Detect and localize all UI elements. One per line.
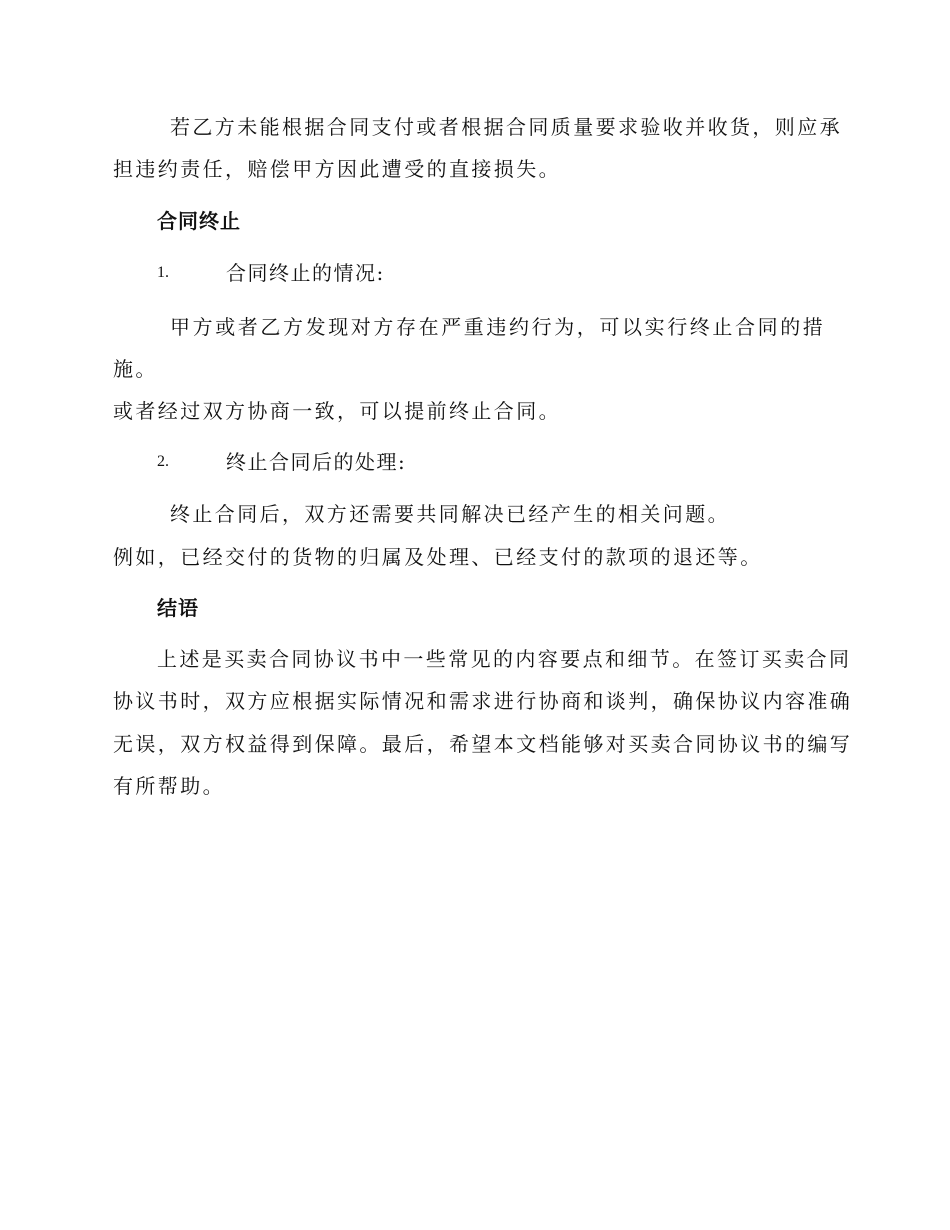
conclusion-line-2: 协议书时，双方应根据实际情况和需求进行协商和谈判，确保协议内容准确 [113,689,853,713]
breach-paragraph-line-1: 若乙方未能根据合同支付或者根据合同质量要求验收并收货，则应承 [170,115,842,139]
conclusion-line-3: 无误，双方权益得到保障。最后，希望本文档能够对买卖合同协议书的编写 [113,732,853,756]
termination-heading: 合同终止 [157,209,241,233]
conclusion-line-1: 上述是买卖合同协议书中一些常见的内容要点和细节。在签订买卖合同 [157,647,852,671]
termination-item-1-title: 合同终止的情况: [226,261,385,285]
termination-item-1-line-2: 施。 [113,357,158,381]
termination-item-2-title: 终止合同后的处理: [226,450,407,474]
conclusion-heading: 结语 [157,596,199,620]
termination-item-1-line-3: 或者经过双方协商一致，可以提前终止合同。 [113,399,561,423]
termination-item-2-line-1: 终止合同后，双方还需要共同解决已经产生的相关问题。 [170,502,730,526]
termination-item-2-number: 2. [157,453,169,470]
breach-paragraph-line-2: 担违约责任，赔偿甲方因此遭受的直接损失。 [113,157,561,181]
termination-item-1-number: 1. [157,264,169,281]
termination-item-2-line-2: 例如，已经交付的货物的归属及处理、已经支付的款项的退还等。 [113,545,763,569]
conclusion-line-4: 有所帮助。 [113,774,225,798]
termination-item-1-line-1: 甲方或者乙方发现对方存在严重违约行为，可以实行终止合同的措 [170,315,826,339]
